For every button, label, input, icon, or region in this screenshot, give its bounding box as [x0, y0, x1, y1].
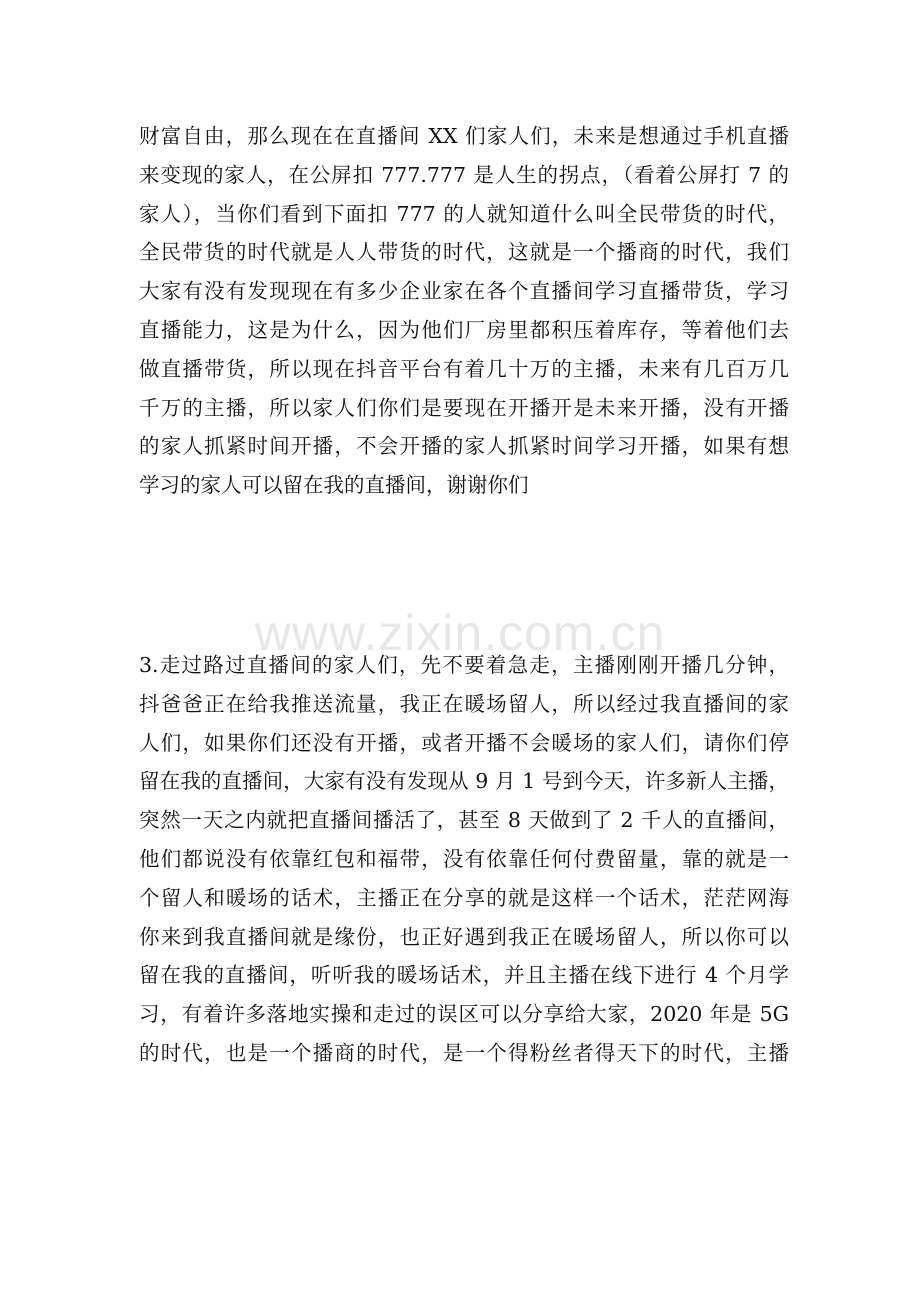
paragraph-2 [139, 646, 789, 1073]
text-line: 人们，如果你们还没有开播，或者开播不会暖场的家人们，请你们停 [139, 730, 789, 755]
text-line: 他们都说没有依靠红包和福带，没有依靠任何付费留量，靠的就是一 [139, 846, 789, 871]
paragraph-1 [139, 117, 789, 505]
text-line: 做直播带货，所以现在抖音平台有着几十万的主播，未来有几百万几 [139, 356, 789, 381]
text-line: 个留人和暖场的话术，主播正在分享的就是这样一个话术，茫茫网海 [139, 885, 789, 910]
text-line: 全民带货的时代就是人人带货的时代，这就是一个播商的时代，我们 [139, 240, 789, 265]
watermark: www.zixin.com.cn [254, 605, 666, 661]
text-line: 你来到我直播间就是缘份，也正好遇到我正在暖场留人，所以你可以 [139, 924, 789, 949]
text-line: 留在我的直播间，大家有没有发现从 9 月 1 号到今天，许多新人主播， [139, 769, 789, 794]
text-line: 大家有没有发现现在有多少企业家在各个直播间学习直播带货，学习 [139, 279, 789, 304]
text-line: 来变现的家人，在公屏扣 777.777 是人生的拐点，（看着公屏打 7 的 [139, 162, 789, 187]
text-line: 财富自由，那么现在在直播间 XX 们家人们，未来是想通过手机直播 [139, 124, 789, 148]
text-line: 家人），当你们看到下面扣 777 的人就知道什么叫全民带货的时代， [139, 201, 789, 226]
text-line: 的家人抓紧时间开播，不会开播的家人抓紧时间学习开播，如果有想 [139, 434, 789, 459]
text-line: 习，有着许多落地实操和走过的误区可以分享给大家，2020 年是 5G [139, 1002, 789, 1027]
text-line: 的时代，也是一个播商的时代，是一个得粉丝者得天下的时代，主播 [139, 1040, 789, 1065]
text-line: 抖爸爸正在给我推送流量，我正在暖场留人，所以经过我直播间的家 [139, 691, 789, 716]
text-line: 突然一天之内就把直播间播活了，甚至 8 天做到了 2 千人的直播间， [139, 808, 789, 833]
text-line: 3.走过路过直播间的家人们，先不要着急走，主播刚刚开播几分钟， [139, 653, 789, 677]
text-line: 留在我的直播间，听听我的暖场话术，并且主播在线下进行 4 个月学 [139, 963, 789, 988]
text-line: 直播能力，这是为什么，因为他们厂房里都积压着库存，等着他们去 [139, 317, 789, 342]
text-line: 千万的主播，所以家人们你们是要现在开播开是未来开播，没有开播 [139, 395, 789, 420]
text-line: 学习的家人可以留在我的直播间，谢谢你们 [139, 473, 529, 498]
